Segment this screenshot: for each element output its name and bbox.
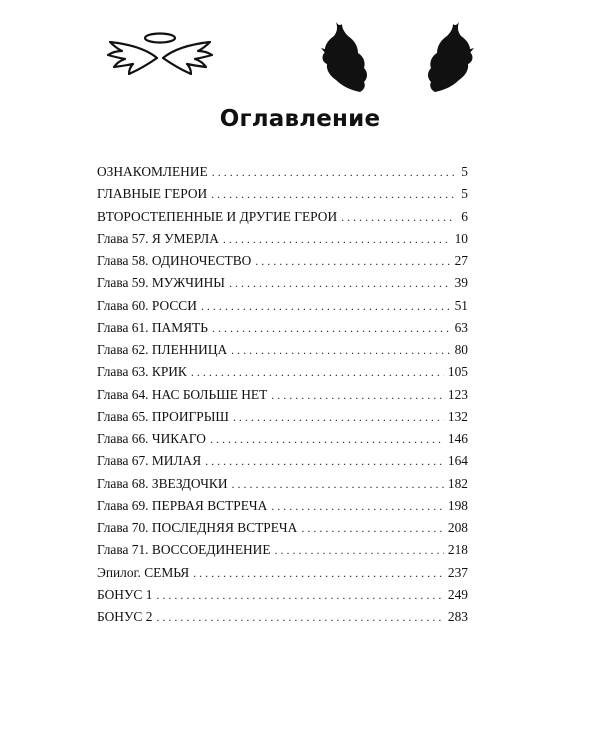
toc-entry <box>97 161 468 183</box>
toc-entry <box>97 584 468 606</box>
toc-entry-title: Глава 67. МИЛАЯ <box>97 453 202 469</box>
toc-entry-title: ВТОРОСТЕПЕННЫЕ И ДРУГИЕ ГЕРОИ <box>97 208 338 224</box>
toc-entry-title: Глава 63. КРИК <box>97 364 187 380</box>
toc-entry-page-number: 39 <box>454 275 468 291</box>
toc-entry <box>97 295 468 317</box>
toc-entry-page-number: 146 <box>447 431 468 446</box>
toc-entry-title: Глава 59. МУЖЧИНЫ <box>97 275 225 291</box>
dot-leader <box>211 183 454 205</box>
toc-entry-page-number: 198 <box>447 497 468 513</box>
toc-entry-title: Глава 60. РОССИ <box>97 297 197 313</box>
toc-entry-page-number: 5 <box>461 164 468 179</box>
dot-leader <box>223 228 451 250</box>
toc-entry-title: Глава 70. ПОСЛЕДНЯЯ ВСТРЕЧА <box>97 520 298 535</box>
toc-entry-title: Глава 61. ПАМЯТЬ <box>97 319 208 335</box>
toc-entry-title: Глава 64. НАС БОЛЬШЕ НЕТ <box>97 386 268 402</box>
toc-entry <box>97 473 468 495</box>
dot-leader <box>229 272 451 294</box>
dot-leader <box>232 473 444 495</box>
toc-entry <box>97 450 468 472</box>
dot-leader <box>231 339 450 361</box>
toc-entry <box>97 183 468 205</box>
toc-entry-title: БОНУС 1 <box>97 586 153 602</box>
toc-entry-title: Глава 68. ЗВЕЗДОЧКИ <box>97 475 228 491</box>
angel-wings-halo-icon <box>100 20 220 90</box>
toc-entry-page-number: 123 <box>447 386 468 402</box>
toc-entry <box>97 317 468 339</box>
dot-leader <box>212 317 451 339</box>
toc-entry-title: ОЗНАКОМЛЕНИЕ <box>97 164 208 179</box>
toc-entry-title: Глава 69. ПЕРВАЯ ВСТРЕЧА <box>97 497 268 513</box>
toc-entry-page-number: 80 <box>454 342 468 357</box>
toc-entry-page-number: 208 <box>447 520 468 535</box>
toc-entry <box>97 539 468 561</box>
toc-entry-title: Глава 57. Я УМЕРЛА <box>97 230 219 246</box>
toc-entry-title: Глава 66. ЧИКАГО <box>97 431 206 446</box>
devil-wing-left-icon <box>318 20 373 95</box>
dot-leader <box>341 206 454 228</box>
dot-leader <box>156 606 444 628</box>
toc-entry-title: Глава 71. ВОССОЕДИНЕНИЕ <box>97 542 271 558</box>
toc-entry-title: ГЛАВНЫЕ ГЕРОИ <box>97 186 208 202</box>
toc-entry <box>97 517 468 539</box>
toc-entry-page-number: 27 <box>454 253 468 268</box>
toc-entry-title: Глава 62. ПЛЕННИЦА <box>97 342 228 357</box>
page-title: Оглавление <box>219 106 381 132</box>
toc-entry-page-number: 283 <box>447 609 468 624</box>
dot-leader <box>205 450 444 472</box>
dot-leader <box>210 428 444 450</box>
dot-leader <box>255 250 450 272</box>
toc-entry-page-number: 164 <box>447 453 468 469</box>
toc-entry-title: Глава 58. ОДИНОЧЕСТВО <box>97 253 252 268</box>
toc-entry-page-number: 63 <box>454 319 468 335</box>
dot-leader <box>193 562 444 584</box>
toc-entry-title: БОНУС 2 <box>97 609 153 624</box>
toc-entry-page-number: 5 <box>461 186 468 202</box>
toc-entry-title: Эпилог. СЕМЬЯ <box>97 564 190 580</box>
dot-leader <box>301 517 444 539</box>
dot-leader <box>271 495 444 517</box>
dot-leader <box>233 406 444 428</box>
dot-leader <box>156 584 444 606</box>
toc-entry <box>97 206 468 228</box>
toc-entry-page-number: 182 <box>447 475 468 491</box>
toc-entry <box>97 495 468 517</box>
toc-entry <box>97 339 468 361</box>
toc-entry <box>97 272 468 294</box>
toc-entry-page-number: 51 <box>454 297 468 313</box>
toc-entry <box>97 228 468 250</box>
toc-entry <box>97 361 468 383</box>
toc-entry <box>97 384 468 406</box>
devil-wing-right-icon <box>422 20 477 95</box>
toc-entry <box>97 250 468 272</box>
dot-leader <box>191 361 444 383</box>
toc-entry-page-number: 105 <box>447 364 468 380</box>
toc-entry-page-number: 218 <box>447 542 468 558</box>
dot-leader <box>275 539 444 561</box>
toc-entry <box>97 562 468 584</box>
toc-entry <box>97 428 468 450</box>
toc-entry-title: Глава 65. ПРОИГРЫШ <box>97 408 229 424</box>
toc-entry <box>97 406 468 428</box>
toc-entry-page-number: 249 <box>447 586 468 602</box>
dot-leader <box>271 384 444 406</box>
dot-leader <box>201 295 451 317</box>
toc-entry-page-number: 237 <box>447 564 468 580</box>
toc-entry-page-number: 6 <box>461 208 468 224</box>
toc-entry-page-number: 132 <box>447 408 468 424</box>
header-ornaments <box>0 0 600 110</box>
table-of-contents <box>97 161 468 628</box>
toc-entry <box>97 606 468 628</box>
dot-leader <box>212 161 454 183</box>
toc-entry-page-number: 10 <box>454 230 468 246</box>
